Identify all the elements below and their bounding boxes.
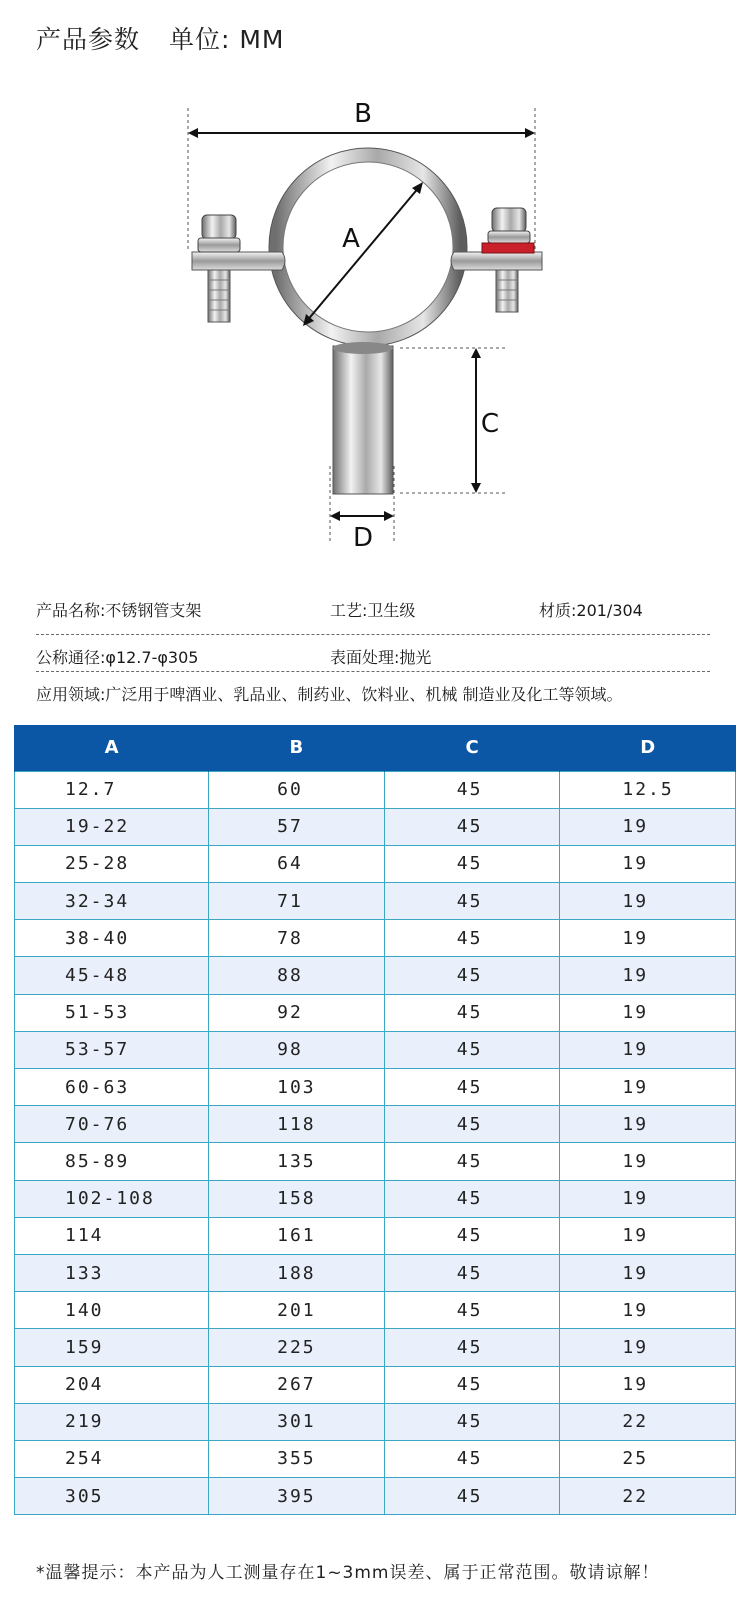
- table-cell-c: 45: [384, 1143, 560, 1180]
- table-cell-b: 355: [209, 1440, 385, 1477]
- table-cell-a: 254: [15, 1440, 209, 1477]
- dimension-table: [14, 725, 736, 1515]
- table-cell-a: 219: [15, 1403, 209, 1440]
- table-cell-a: 305: [15, 1478, 209, 1515]
- table-cell-a: 70-76: [15, 1106, 209, 1143]
- table-cell-b: 78: [209, 920, 385, 957]
- table-cell-a: 140: [15, 1292, 209, 1329]
- table-cell-c: 45: [384, 1180, 560, 1217]
- table-cell-c: 45: [384, 1254, 560, 1291]
- table-cell-c: 45: [384, 1329, 560, 1366]
- table-row: [15, 920, 736, 957]
- table-row: [15, 808, 736, 845]
- label-d: D: [352, 523, 374, 553]
- table-cell-d: 12.5: [560, 771, 736, 808]
- product-diagram: [170, 100, 560, 560]
- table-cell-a: 38-40: [15, 920, 209, 957]
- dimension-b-guides: [188, 108, 535, 250]
- table-cell-d: 19: [560, 994, 736, 1031]
- table-cell-a: 12.7: [15, 771, 209, 808]
- table-cell-a: 32-34: [15, 883, 209, 920]
- table-row: [15, 1440, 736, 1477]
- table-cell-a: 60-63: [15, 1069, 209, 1106]
- table-cell-b: 88: [209, 957, 385, 994]
- table-cell-d: 19: [560, 1329, 736, 1366]
- table-cell-d: 19: [560, 920, 736, 957]
- table-row: [15, 845, 736, 882]
- table-cell-a: 45-48: [15, 957, 209, 994]
- table-cell-a: 114: [15, 1217, 209, 1254]
- spec-row-1: [36, 598, 710, 635]
- table-cell-d: 19: [560, 883, 736, 920]
- table-cell-b: 57: [209, 808, 385, 845]
- table-cell-b: 103: [209, 1069, 385, 1106]
- table-cell-c: 45: [384, 808, 560, 845]
- table-row: [15, 1329, 736, 1366]
- table-cell-b: 267: [209, 1366, 385, 1403]
- spec-list: [36, 598, 710, 709]
- disclaimer-note: *温馨提示：本产品为人工测量存在1~3mm误差、属于正常范围。敬请谅解！: [36, 1563, 660, 1583]
- spec-product-name: 产品名称:不锈钢管支架: [36, 601, 202, 620]
- table-cell-b: 98: [209, 1031, 385, 1068]
- table-cell-d: 22: [560, 1478, 736, 1515]
- table-cell-b: 201: [209, 1292, 385, 1329]
- table-cell-c: 45: [384, 957, 560, 994]
- spec-application: 应用领域:广泛用于啤酒业、乳品业、制药业、饮料业、机械 制造业及化工等领域。: [36, 685, 623, 704]
- table-row: [15, 1069, 736, 1106]
- table-cell-c: 45: [384, 1366, 560, 1403]
- table-row: [15, 1106, 736, 1143]
- table-row: [15, 1031, 736, 1068]
- table-cell-c: 45: [384, 920, 560, 957]
- table-cell-c: 45: [384, 1031, 560, 1068]
- table-cell-d: 19: [560, 1217, 736, 1254]
- pipe-clamp-illustration: [170, 100, 560, 560]
- table-cell-d: 19: [560, 1143, 736, 1180]
- table-cell-b: 225: [209, 1329, 385, 1366]
- table-cell-b: 188: [209, 1254, 385, 1291]
- table-cell-d: 19: [560, 1180, 736, 1217]
- table-cell-b: 135: [209, 1143, 385, 1180]
- table-cell-a: 159: [15, 1329, 209, 1366]
- header-d: D: [560, 725, 736, 771]
- dimension-a: [303, 182, 423, 326]
- table-cell-a: 133: [15, 1254, 209, 1291]
- table-cell-d: 25: [560, 1440, 736, 1477]
- spec-material: 材质:201/304: [539, 601, 643, 620]
- table-row: [15, 1143, 736, 1180]
- table-row: [15, 957, 736, 994]
- rubber-gasket: [482, 243, 534, 253]
- table-cell-a: 53-57: [15, 1031, 209, 1068]
- spec-row-2: [36, 635, 710, 672]
- table-cell-d: 19: [560, 1031, 736, 1068]
- table-cell-d: 19: [560, 1366, 736, 1403]
- table-cell-a: 85-89: [15, 1143, 209, 1180]
- table-cell-b: 118: [209, 1106, 385, 1143]
- label-c: C: [480, 409, 500, 439]
- spec-row-3: [36, 672, 710, 709]
- table-cell-d: 19: [560, 808, 736, 845]
- table-cell-d: 19: [560, 1069, 736, 1106]
- support-post: [333, 346, 393, 494]
- table-cell-b: 60: [209, 771, 385, 808]
- table-cell-c: 45: [384, 1440, 560, 1477]
- table-cell-a: 51-53: [15, 994, 209, 1031]
- header-c: C: [384, 725, 560, 771]
- table-cell-c: 45: [384, 994, 560, 1031]
- table-row: [15, 994, 736, 1031]
- header-b: B: [209, 725, 385, 771]
- unit-label: 单位: MM: [168, 25, 285, 54]
- table-cell-a: 19-22: [15, 808, 209, 845]
- table-cell-b: 92: [209, 994, 385, 1031]
- table-cell-c: 45: [384, 1106, 560, 1143]
- label-b: B: [354, 100, 372, 129]
- table-row: [15, 1292, 736, 1329]
- header-a: A: [15, 725, 209, 771]
- table-cell-b: 71: [209, 883, 385, 920]
- table-cell-b: 158: [209, 1180, 385, 1217]
- table-cell-b: 64: [209, 845, 385, 882]
- table-cell-d: 22: [560, 1403, 736, 1440]
- table-cell-a: 25-28: [15, 845, 209, 882]
- table-row: [15, 883, 736, 920]
- table-row: [15, 1403, 736, 1440]
- table-row: [15, 1254, 736, 1291]
- table-row: [15, 1180, 736, 1217]
- spec-nominal-diameter: 公称通径:φ12.7-φ305: [36, 648, 199, 667]
- table-row: [15, 771, 736, 808]
- spec-process: 工艺:卫生级: [330, 601, 416, 620]
- table-row: [15, 1217, 736, 1254]
- table-cell-a: 102-108: [15, 1180, 209, 1217]
- table-cell-c: 45: [384, 845, 560, 882]
- table-cell-c: 45: [384, 1478, 560, 1515]
- table-cell-b: 161: [209, 1217, 385, 1254]
- table-cell-d: 19: [560, 1106, 736, 1143]
- table-cell-a: 204: [15, 1366, 209, 1403]
- table-cell-c: 45: [384, 1403, 560, 1440]
- table-cell-b: 301: [209, 1403, 385, 1440]
- table-header-row: [15, 725, 736, 771]
- table-cell-c: 45: [384, 1069, 560, 1106]
- label-a: A: [342, 224, 360, 254]
- table-cell-d: 19: [560, 845, 736, 882]
- table-cell-d: 19: [560, 957, 736, 994]
- table-cell-c: 45: [384, 771, 560, 808]
- spec-surface: 表面处理:抛光: [330, 648, 432, 667]
- table-cell-c: 45: [384, 1292, 560, 1329]
- table-cell-d: 19: [560, 1292, 736, 1329]
- table-cell-b: 395: [209, 1478, 385, 1515]
- title-text: 产品参数: [36, 25, 141, 54]
- table-row: [15, 1478, 736, 1515]
- table-cell-d: 19: [560, 1254, 736, 1291]
- table-cell-c: 45: [384, 1217, 560, 1254]
- page-title: [36, 20, 284, 56]
- table-row: [15, 1366, 736, 1403]
- table-cell-c: 45: [384, 883, 560, 920]
